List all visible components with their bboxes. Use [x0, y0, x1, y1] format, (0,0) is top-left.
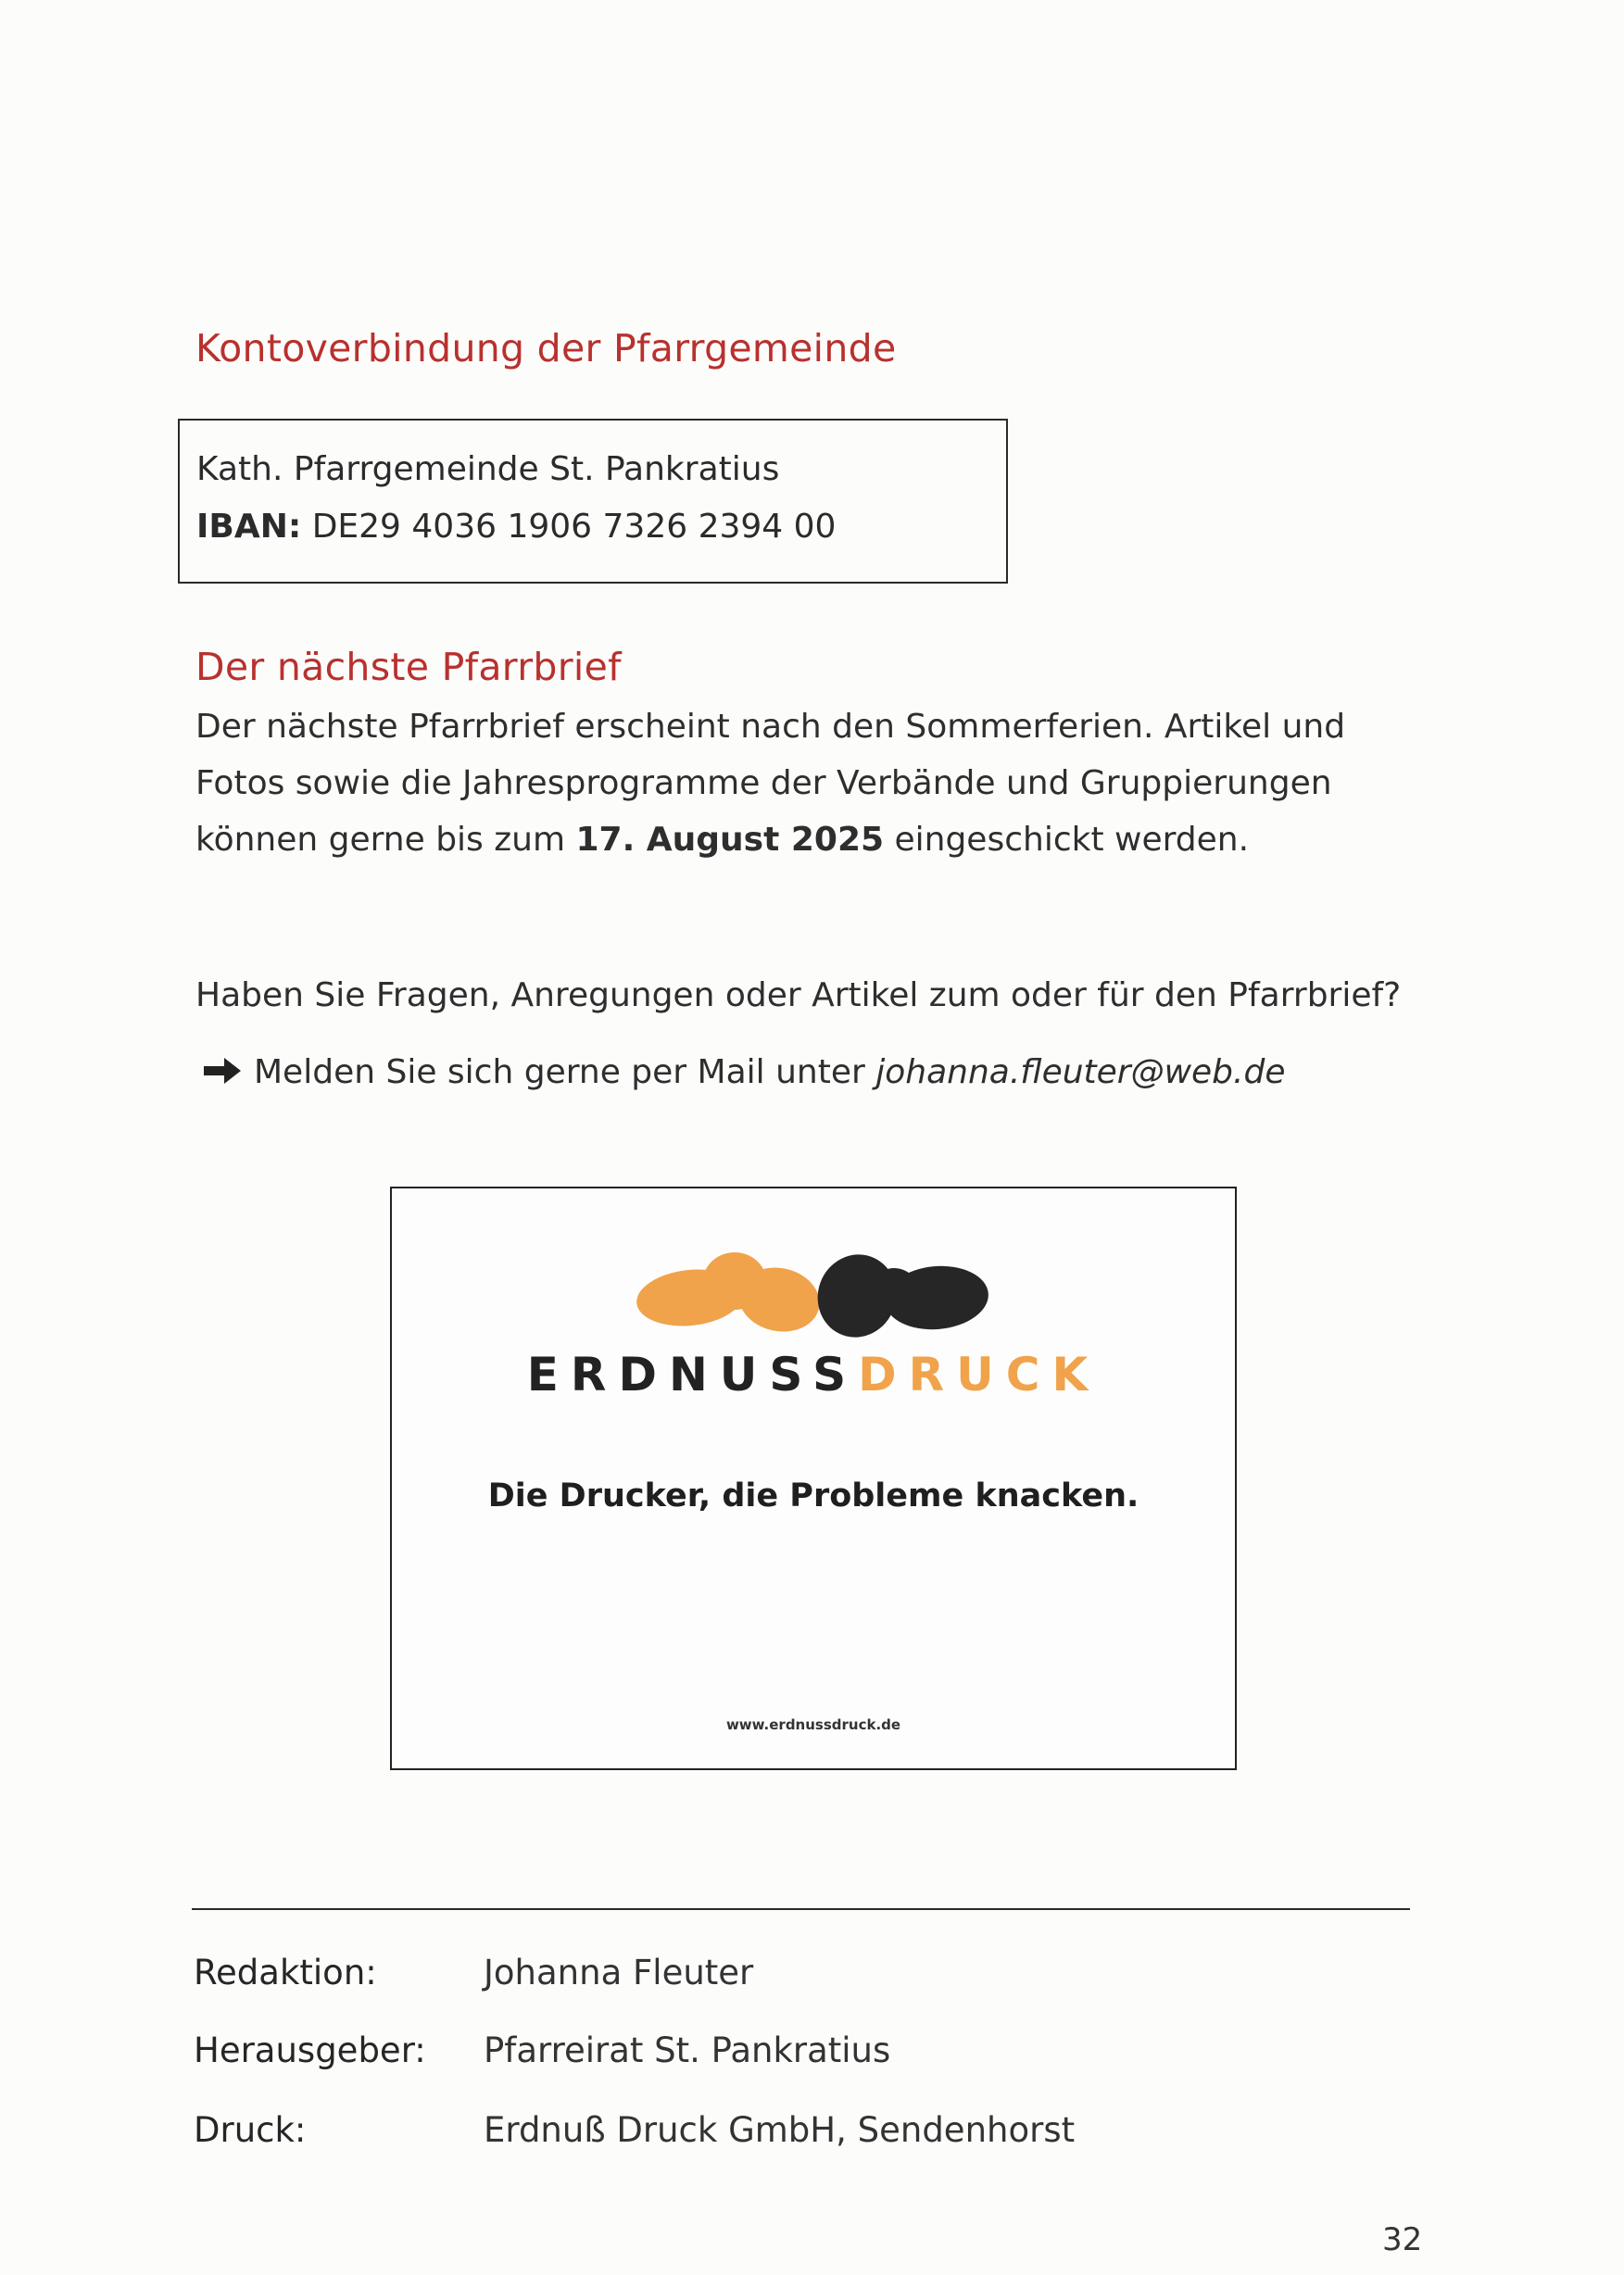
- right-arrow-icon: [202, 1055, 243, 1087]
- next-letter-heading: Der nächste Pfarrbrief: [195, 645, 622, 689]
- deadline-outro: eingeschickt werden.: [884, 821, 1250, 859]
- mail-text: Melden Sie sich gerne per Mail unter: [254, 1053, 876, 1091]
- paragraph-line: Fotos sowie die Jahresprogramme der Verbände und Gruppierungen: [195, 764, 1332, 802]
- deadline-date: 17. August 2025: [575, 821, 885, 859]
- imprint-label: Druck:: [194, 2110, 307, 2150]
- imprint-label: Herausgeber:: [194, 2030, 426, 2070]
- brand-part-2: DRUCK: [858, 1348, 1101, 1401]
- brand-name: [392, 1348, 1235, 1401]
- iban-value: DE29 4036 1906 7326 2394 00: [311, 508, 837, 546]
- deadline-intro: können gerne bis zum: [195, 821, 576, 859]
- paragraph-line: [195, 811, 1400, 868]
- iban-label: IBAN:: [196, 508, 302, 546]
- iban-line: [196, 508, 836, 546]
- advertisement-box: [390, 1187, 1237, 1770]
- imprint-value: Johanna Fleuter: [484, 1953, 754, 1992]
- contact-question: Haben Sie Fragen, Anregungen oder Artikel zum oder für den Pfarrbrief?: [195, 976, 1402, 1014]
- contact-mail-line: [202, 1053, 1285, 1091]
- imprint-value: Erdnuß Druck GmbH, Sendenhorst: [484, 2110, 1076, 2150]
- imprint-value: Pfarreirat St. Pankratius: [484, 2030, 891, 2070]
- brand-part-1: ERDNUSS: [526, 1348, 859, 1401]
- account-holder: Kath. Pfarrgemeinde St. Pankratius: [196, 450, 780, 488]
- peanut-logo-icon: [623, 1244, 1003, 1346]
- imprint-label: Redaktion:: [194, 1953, 377, 1992]
- bank-details-box: [178, 419, 1008, 584]
- bank-heading: Kontoverbindung der Pfarrgemeinde: [195, 326, 897, 371]
- ad-url: www.erdnussdruck.de: [725, 1716, 901, 1733]
- next-letter-paragraph: [195, 698, 1400, 868]
- divider: [192, 1908, 1410, 1910]
- mail-address-link[interactable]: johanna.fleuter@web.de: [875, 1053, 1286, 1091]
- page-number: 32: [1382, 2221, 1423, 2258]
- ad-slogan: Die Drucker, die Probleme knacken.: [487, 1477, 1139, 1515]
- paragraph-line: Der nächste Pfarrbrief erscheint nach den Sommerferien. Artikel und: [195, 708, 1346, 746]
